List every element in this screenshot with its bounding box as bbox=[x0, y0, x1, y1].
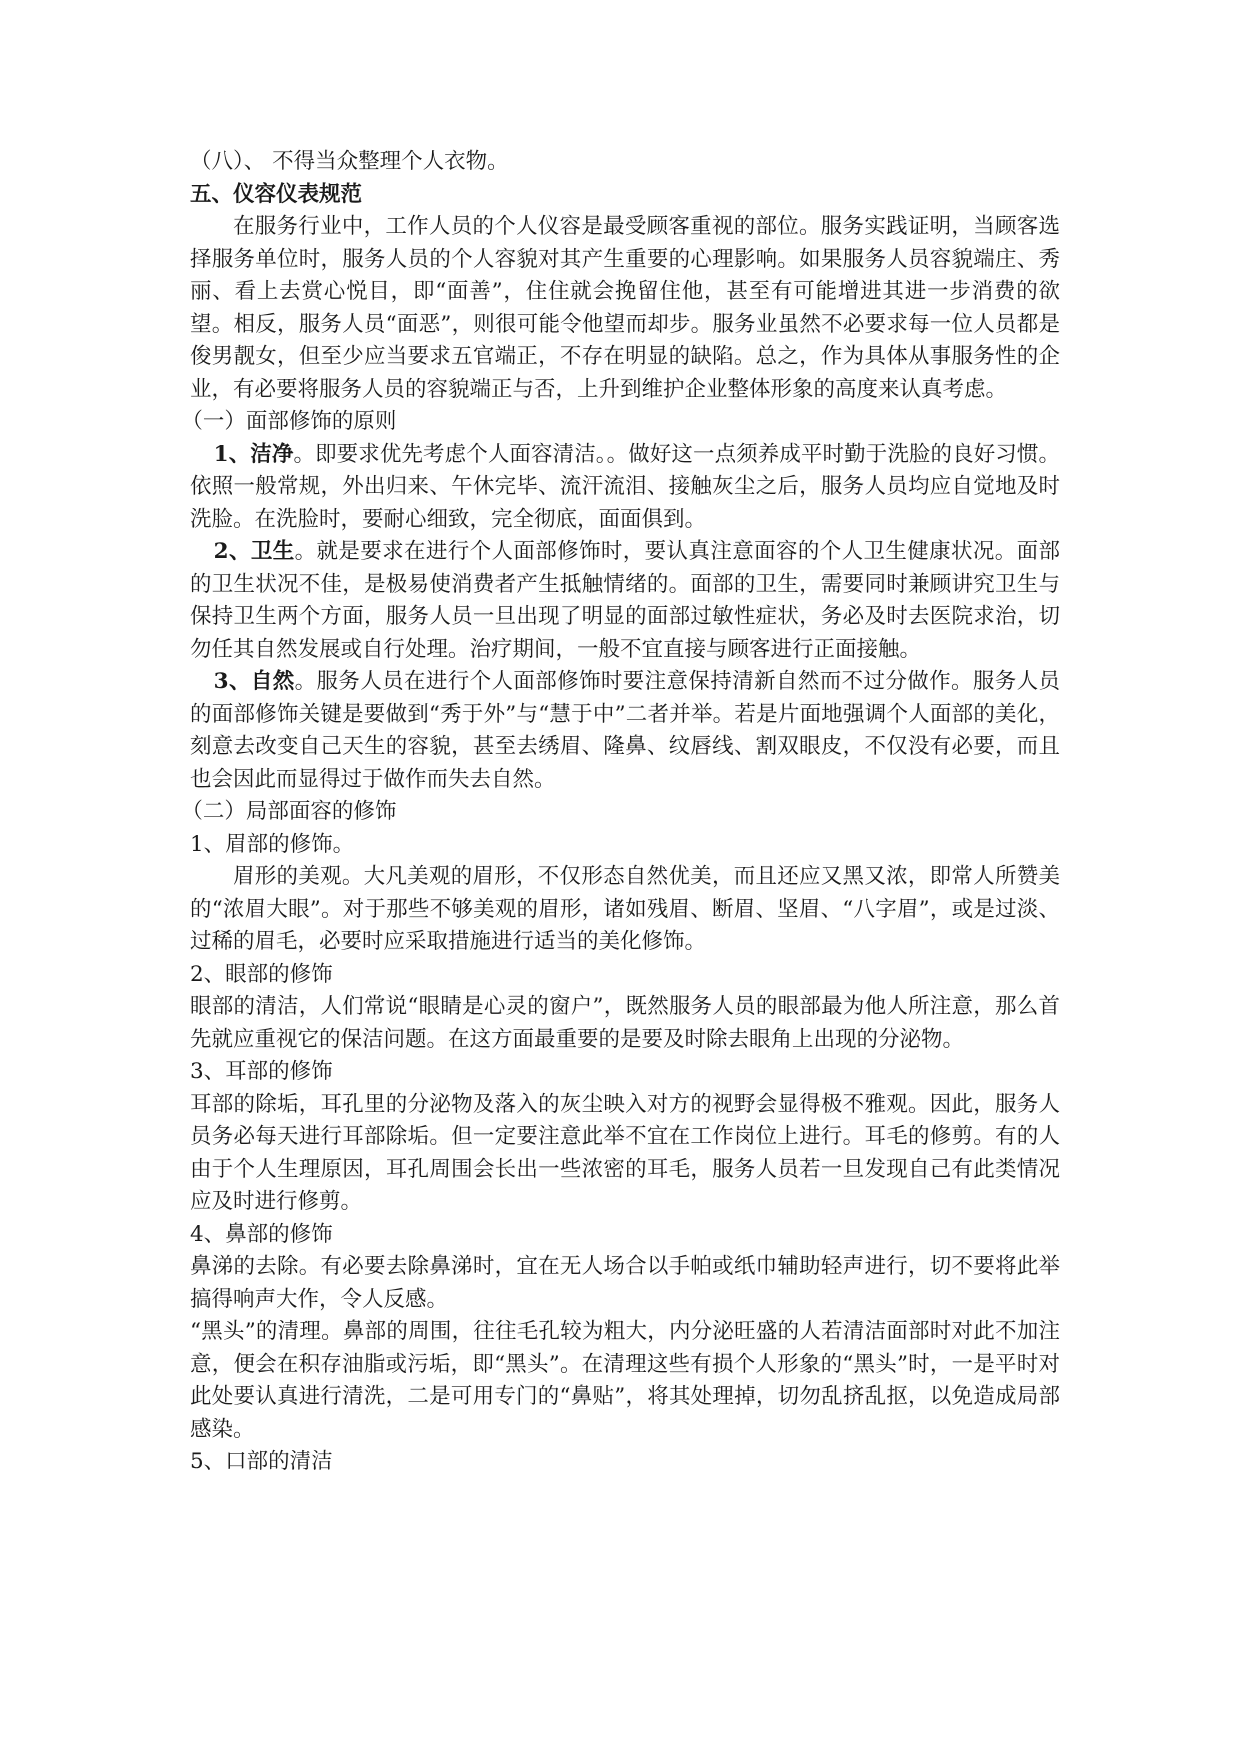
document-page bbox=[181, 146, 1060, 1479]
item-ear-title: 3、耳部的修饰 bbox=[190, 1059, 333, 1084]
item-eyebrow-title: 1、眉部的修饰。 bbox=[190, 831, 355, 857]
principle-natural-text: 。服务人员在进行个人面部修饰时要注意保持清新自然而不过分做作。服务人员的面部修饰关键是要做到“秀于外”与“慧于中”二者并举。若是片面地强调个人面部的美化，刻意去改变自己天生的容貌，甚至去绣眉、隆鼻、纹唇线、割双眼皮，不仅没有必要，而且也会因此而显得过于做作而失去自然。 bbox=[190, 669, 1060, 792]
item-mouth-title: 5、口部的清洁 bbox=[190, 1449, 333, 1474]
principle-clean bbox=[190, 439, 1060, 537]
principle-clean-text: 。即要求优先考虑个人面容清洁。。做好这一点须养成平时勤于洗脸的良好习惯。依照一般常规，外出归来、午休完毕、流汗流泪、接触灰尘之后，服务人员均应自觉地及时洗脸。在洗脸时，要耐心细致，完全彻底，面面俱到。 bbox=[190, 441, 1060, 532]
item-ear-text: 耳部的除垢，耳孔里的分泌物及落入的灰尘映入对方的视野会显得极不雅观。因此，服务人员务必每天进行耳部除垢。但一定要注意此举不宜在工作岗位上进行。耳毛的修剪。有的人由于个人生理原因，耳孔周围会长出一些浓密的耳毛，服务人员若一旦发现自己有此类情况应及时进行修剪。 bbox=[190, 1091, 1060, 1214]
subheading-2: （二）局部面容的修饰 bbox=[181, 799, 397, 824]
principle-hygiene bbox=[190, 536, 1060, 666]
item-nose-text-1: 鼻涕的去除。有必要去除鼻涕时，宜在无人场合以手帕或纸巾辅助轻声进行，切不要将此举搞得响声大作，令人反感。 bbox=[190, 1254, 1060, 1312]
subheading-1: （一）面部修饰的原则 bbox=[181, 409, 397, 434]
item-nose-text-2: “黑头”的清理。鼻部的周围，往往毛孔较为粗大，内分泌旺盛的人若清洁面部时对此不加注意，便会在积存油脂或污垢，即“黑头”。在清理这些有损个人形象的“黑头”时，一是平时对此处要认真进行清洗，二是可用专门的“鼻贴”，将其处理掉，切勿乱挤乱抠，以免造成局部感染。 bbox=[190, 1319, 1060, 1442]
term-hygiene: 2、卫生 bbox=[213, 539, 295, 564]
item-nose-title: 4、鼻部的修饰 bbox=[190, 1221, 333, 1247]
principle-natural bbox=[190, 666, 1060, 796]
term-clean: 1、洁净 bbox=[213, 441, 294, 467]
item-eyebrow-text: 眉形的美观。大凡美观的眉形，不仅形态自然优美，而且还应又黑又浓，即常人所赞美的“浓眉大眼”。对于那些不够美观的眉形，诸如残眉、断眉、坚眉、“八字眉”，或是过淡、过稀的眉毛，必要时应采取措施进行适当的美化修饰。 bbox=[190, 864, 1060, 954]
intro-paragraph: 在服务行业中，工作人员的个人仪容是最受顾客重视的部位。服务实践证明，当顾客选择服务单位时，服务人员的个人容貌对其产生重要的心理影响。如果服务人员容貌端庄、秀丽、看上去赏心悦目，即“面善”，住住就会挽留住他，甚至有可能增进其进一步消费的欲望。相反，服务人员“面恶”，则很可能令他望而却步。服务业虽然不必要求每一位人员都是俊男靓女，但至少应当要求五官端正，不存在明显的缺陷。总之，作为具体从事服务性的企业，有必要将服务人员的容貌端正与否，上升到维护企业整体形象的高度来认真考虑。 bbox=[190, 214, 1060, 402]
item-eye-title: 2、眼部的修饰 bbox=[190, 961, 333, 987]
section-heading-5: 五、仪容仪表规范 bbox=[190, 181, 363, 207]
term-natural: 3、自然 bbox=[213, 669, 295, 694]
principle-hygiene-text: 。就是要求在进行个人面部修饰时，要认真注意面容的个人卫生健康状况。面部的卫生状况不佳，是极易使消费者产生抵触情绪的。面部的卫生，需要同时兼顾讲究卫生与保持卫生两个方面，服务人员一旦出现了明显的面部过敏性症状，务必及时去医院求治，切勿任其自然发展或自行处理。治疗期间，一般不宜直接与顾客进行正面接触。 bbox=[190, 539, 1060, 662]
item-eye-text: 眼部的清洁，人们常说“眼睛是心灵的窗户”，既然服务人员的眼部最为他人所注意，那么首先就应重视它的保洁问题。在这方面最重要的是要及时除去眼角上出现的分泌物。 bbox=[190, 994, 1060, 1052]
list-item-8: （八）、 不得当众整理个人衣物。 bbox=[190, 149, 509, 174]
